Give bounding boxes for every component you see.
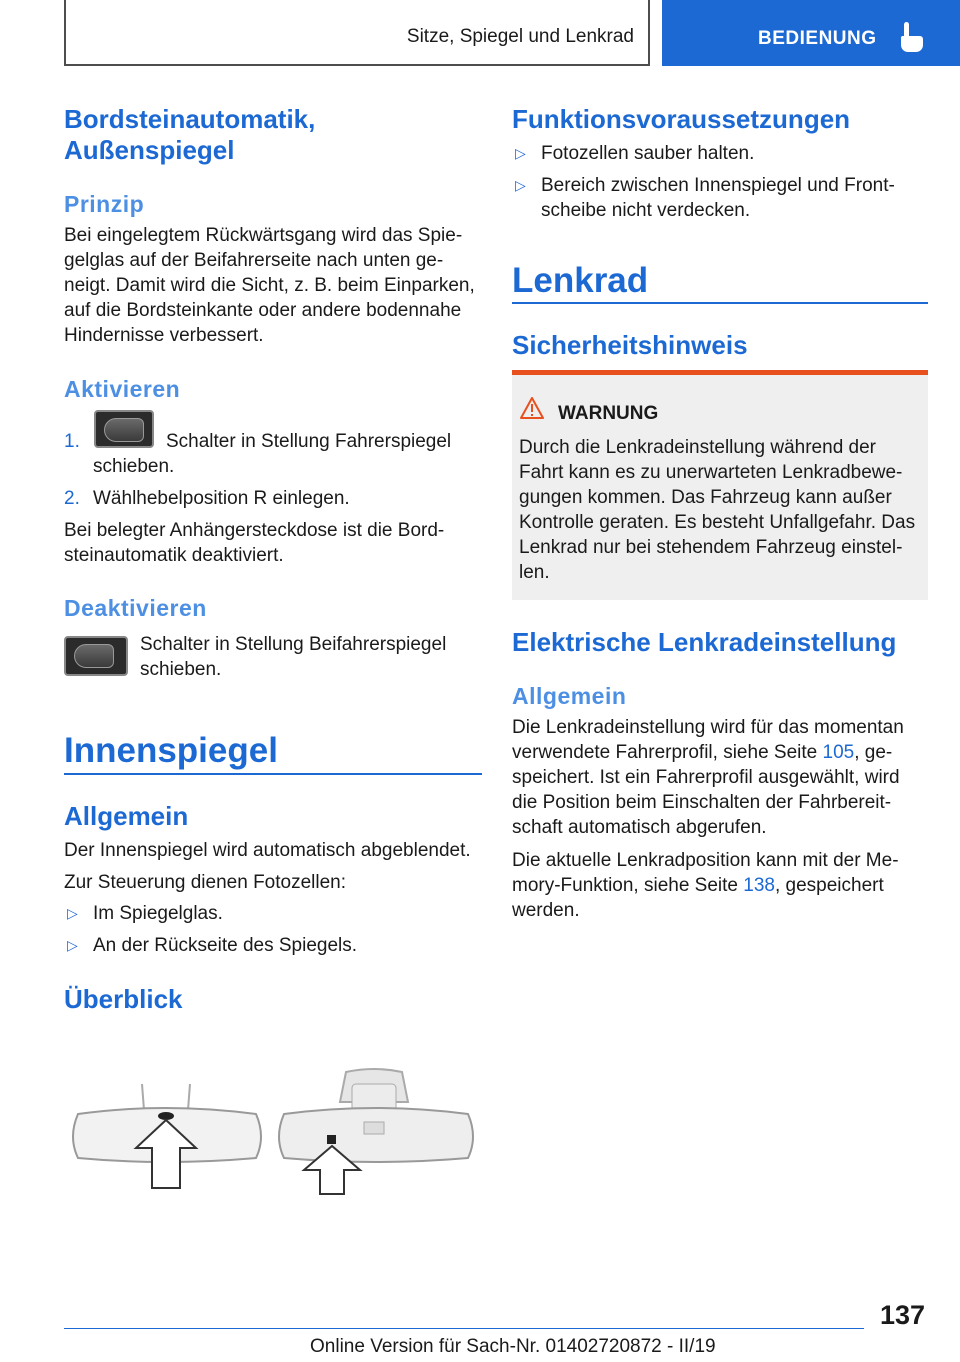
warning-line: Lenkrad nur bei stehendem Fahrzeug einstel- (519, 537, 903, 558)
heading-elektrische-lenkradeinstellung: Elektrische Lenkradeinstellung (512, 627, 897, 657)
bullet-triangle: ▷ (67, 937, 78, 953)
heading-deaktivieren: Deaktivieren (64, 595, 207, 621)
section-rule (512, 302, 928, 304)
warning-title: WARNUNG (558, 403, 659, 424)
section-title: Sitze, Spiegel und Lenkrad (406, 26, 634, 47)
bullet-triangle: ▷ (67, 905, 78, 921)
mirror-switch-passenger-icon (64, 636, 128, 676)
mirror-back-view (279, 1069, 473, 1194)
para2-line-3: werden. (512, 900, 580, 921)
bullet-triangle: ▷ (515, 177, 526, 193)
prinzip-line-5: Hindernisse verbessert. (64, 325, 264, 346)
header-chapter-tab[interactable] (662, 0, 960, 66)
page-link-105[interactable]: 105 (822, 742, 855, 763)
anhaenger-line-2: steinautomatik deaktiviert. (64, 545, 284, 566)
para1-line-2: verwendete Fahrerprofil, siehe Seite 105, ge- (512, 742, 893, 763)
funktion-item-1: Fotozellen sauber halten. (541, 143, 755, 164)
heading-sicherheitshinweis: Sicherheitshinweis (512, 330, 748, 360)
allgemein-line-2: Zur Steuerung dienen Fotozellen: (64, 872, 347, 893)
header-section-tab (64, 0, 650, 66)
step-1-line-1: Schalter in Stellung Fahrerspiegel (166, 431, 452, 452)
section-rule (64, 773, 482, 775)
title-aussenspiegel: Außenspiegel (64, 135, 235, 165)
pointing-hand-icon (898, 22, 924, 52)
step-number: 2. (64, 488, 80, 509)
warning-text (519, 435, 919, 585)
para1-line-1: Die Lenkradeinstellung wird für das momentan (512, 717, 904, 738)
mirror-switch-driver-icon (94, 410, 154, 448)
warning-line: Fahrt kann es zu unerwarteten Lenkradbewe- (519, 462, 903, 483)
prinzip-line-2: gelglas auf der Beifahrerseite nach unten ge- (64, 250, 444, 271)
para2-line-2: mory-Funktion, siehe Seite 138, gespeichert (512, 875, 884, 896)
para2-line-1: Die aktuelle Lenkradposition kann mit der Me- (512, 850, 899, 871)
warning-line: Kontrolle geraten. Es besteht Unfallgefahr. Das (519, 512, 916, 533)
warning-line: len. (519, 562, 550, 583)
allgemein-line-1: Der Innenspiegel wird automatisch abgeblendet. (64, 840, 471, 861)
funktion-item-2-line-1: Bereich zwischen Innenspiegel und Front- (541, 175, 895, 196)
prinzip-line-3: neigt. Damit wird die Sicht, z. B. beim Einparken, (64, 275, 475, 296)
warning-triangle-icon (520, 397, 544, 419)
warning-line: gungen kommen. Das Fahrzeug kann außer (519, 487, 892, 508)
heading-allgemein: Allgemein (64, 801, 189, 831)
fotozellen-item-1: Im Spiegelglas. (93, 903, 223, 924)
title-bordsteinautomatik: Bordsteinautomatik, (64, 104, 316, 134)
heading-funktionsvoraussetzungen: Funktionsvoraussetzungen (512, 104, 851, 134)
step-number: 1. (64, 431, 80, 452)
para1-line-3: speichert. Ist ein Fahrerprofil ausgewählt, wird (512, 767, 900, 788)
footer-online-version: Online Version für Sach-Nr. 01402720872 - II/19 (310, 1336, 716, 1357)
prinzip-line-1: Bei eingelegtem Rückwärtsgang wird das Spie- (64, 225, 463, 246)
heading-lenkrad: Lenkrad (512, 261, 649, 300)
mirror-overview-illustration (64, 1062, 482, 1210)
footer-rule (64, 1328, 864, 1329)
page-number: 137 (880, 1300, 926, 1330)
step-2-line-1: Wählhebelposition R einlegen. (93, 488, 350, 509)
para1-line-5: schaft automatisch abgerufen. (512, 817, 767, 838)
bullet-triangle: ▷ (515, 145, 526, 161)
heading-ueberblick: Überblick (64, 984, 183, 1014)
warning-line: Durch die Lenkradeinstellung während der (519, 437, 877, 458)
mirror-front-view (73, 1084, 261, 1188)
funktion-item-2-line-2: scheibe nicht verdecken. (541, 200, 751, 221)
anhaenger-line-1: Bei belegter Anhängersteckdose ist die Bord- (64, 520, 445, 541)
heading-innenspiegel: Innenspiegel (64, 731, 278, 770)
fotozellen-item-2: An der Rückseite des Spiegels. (93, 935, 358, 956)
heading-aktivieren: Aktivieren (64, 376, 181, 402)
deaktivieren-line-2: schieben. (140, 659, 222, 680)
heading-prinzip: Prinzip (64, 191, 145, 217)
deaktivieren-line-1: Schalter in Stellung Beifahrerspiegel (140, 634, 447, 655)
page-link-138[interactable]: 138 (743, 875, 775, 896)
warning-box (512, 370, 928, 600)
chapter-label: BEDIENUNG (758, 28, 877, 49)
heading-allgemein-right: Allgemein (512, 683, 627, 709)
para1-line-4: die Position beim Einschalten der Fahrbereit- (512, 792, 892, 813)
step-1-line-2: schieben. (93, 456, 175, 477)
prinzip-line-4: auf die Bordsteinkante oder andere bodennahe (64, 300, 462, 321)
